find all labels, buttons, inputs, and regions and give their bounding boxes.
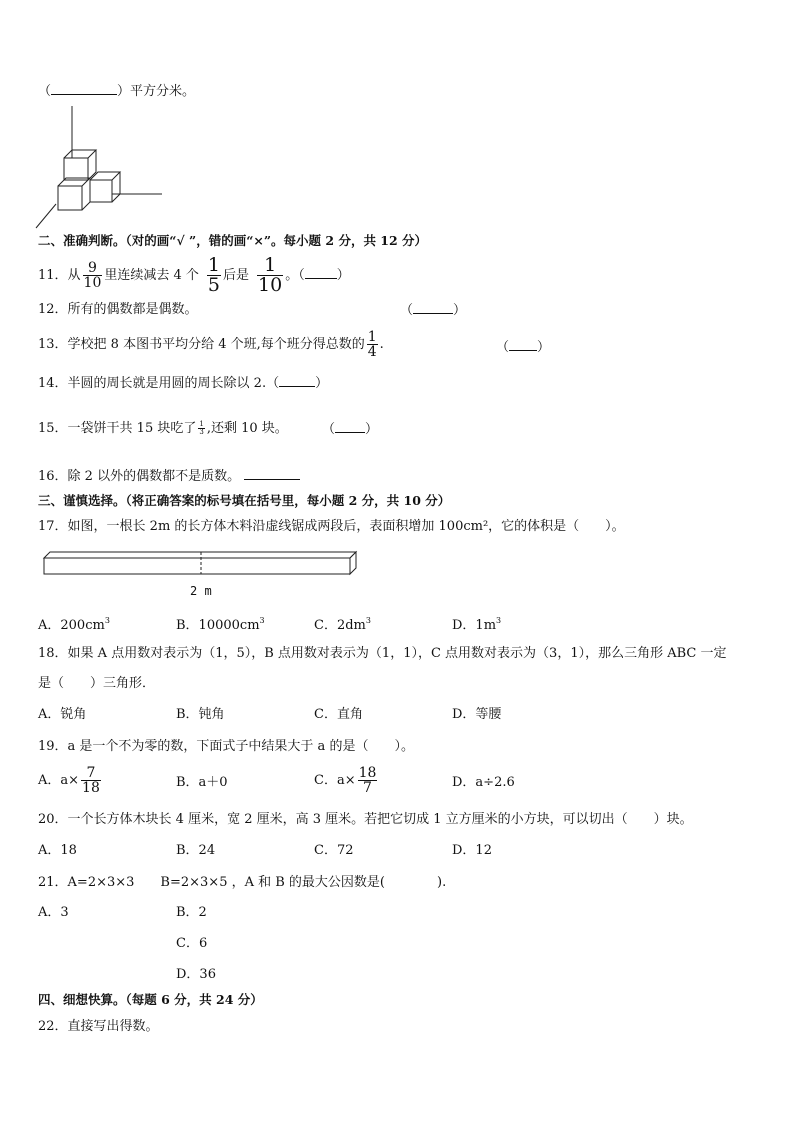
q20-option-c[interactable]: C．72	[314, 843, 354, 858]
q20-option-a[interactable]: A．18	[38, 843, 77, 858]
q11-text-b: 里连续减去 4 个	[104, 268, 199, 283]
q12-text: 12．所有的偶数都是偶数。	[38, 302, 198, 317]
q15-answer	[322, 420, 378, 439]
q13-answer	[496, 338, 550, 357]
q19-option-b[interactable]: B．a＋0	[176, 775, 228, 790]
answer-blank[interactable]	[244, 467, 300, 480]
question-22: 22．直接写出得数。	[38, 1019, 159, 1034]
denominator: 4	[367, 344, 377, 360]
q15-text-a: 15．一袋饼干共 15 块吃了	[38, 421, 197, 436]
denominator: 10	[83, 275, 102, 291]
close-paren: ）	[453, 303, 467, 318]
q18-option-c[interactable]: C．直角	[314, 707, 363, 722]
q17-option-c[interactable]	[314, 612, 371, 635]
question-13	[38, 330, 384, 360]
q17-option-a[interactable]	[38, 612, 110, 635]
denominator: 3	[199, 428, 204, 436]
close-paren: ）	[537, 340, 551, 355]
q18-option-a[interactable]: A．锐角	[38, 707, 87, 722]
section-4-title: 四、细想快算。（每题 6 分，共 24 分）	[38, 992, 263, 1007]
figure-length-label: 2 m	[190, 584, 212, 598]
fraction-7-18	[81, 766, 101, 795]
question-18-line1: 18．如果 A 点用数对表示为（1，5），B 点用数对表示为（1，1），C 点用数对表示为（3，1），那么三角形 ABC 一定	[38, 646, 727, 661]
numerator: 1	[199, 420, 204, 428]
q10-answer-line	[38, 82, 195, 101]
question-12	[38, 301, 198, 319]
superscript: 3	[496, 616, 502, 625]
question-14	[38, 374, 328, 393]
unit-text: ）平方分米。	[117, 84, 196, 99]
fraction-9-10	[83, 261, 103, 290]
q19-option-d[interactable]: D．a÷2.6	[452, 775, 515, 790]
q16-text: 16．除 2 以外的偶数都不是质数。	[38, 469, 241, 484]
superscript: 3	[104, 616, 110, 625]
cube-figure	[34, 104, 174, 234]
denominator: 10	[258, 274, 283, 296]
q21-option-b[interactable]: B．2	[176, 905, 207, 920]
option-text: C．2dm	[314, 618, 366, 633]
option-text: C．a×	[314, 773, 356, 788]
fraction-1-4	[367, 330, 378, 359]
q14-text: 14．半圆的周长就是用圆的周长除以 2.（	[38, 376, 280, 391]
open-paren: （	[322, 422, 336, 437]
option-text: B．10000cm	[176, 618, 260, 633]
q19-option-c[interactable]	[314, 762, 379, 800]
numerator: 9	[88, 260, 97, 276]
fraction-1-10	[257, 256, 283, 295]
q13-text: 13．学校把 8 本图书平均分给 4 个班,每个班分得总数的	[38, 337, 365, 352]
question-16	[38, 467, 300, 486]
question-11	[38, 256, 350, 295]
question-15	[38, 418, 288, 440]
open-paren: （	[400, 303, 414, 318]
fraction-1-3	[198, 421, 204, 436]
q12-answer	[400, 301, 466, 320]
numerator: 7	[86, 765, 96, 781]
numerator: 1	[207, 254, 221, 276]
q11-text-a: 11．从	[38, 268, 81, 283]
q18-option-d[interactable]: D．等腰	[452, 707, 502, 722]
answer-blank[interactable]	[51, 82, 117, 95]
numerator: 1	[264, 254, 277, 276]
question-21: 21．A=2×3×3 B=2×3×5 ，A 和 B 的最大公因数是( ).	[38, 875, 447, 890]
close-paren: ）	[315, 376, 329, 391]
denominator: 5	[207, 274, 221, 296]
q21-option-c[interactable]: C．6	[176, 936, 208, 951]
q21-option-d[interactable]: D．36	[176, 967, 216, 982]
answer-blank[interactable]	[279, 374, 315, 387]
q20-option-b[interactable]: B．24	[176, 843, 216, 858]
fraction-18-7	[358, 766, 378, 795]
numerator: 18	[358, 765, 377, 781]
q19-option-a[interactable]	[38, 762, 103, 800]
q21-option-a[interactable]: A．3	[38, 905, 69, 920]
close-paren: ）	[365, 422, 379, 437]
answer-blank[interactable]	[305, 266, 337, 279]
wood-beam-figure	[40, 548, 360, 578]
fraction-1-5	[207, 256, 221, 295]
q18-option-b[interactable]: B．钝角	[176, 707, 225, 722]
q11-text-d: 。（	[285, 268, 305, 283]
answer-blank[interactable]	[413, 301, 453, 314]
answer-blank[interactable]	[335, 420, 365, 433]
denominator: 18	[82, 780, 100, 796]
question-20: 20．一个长方体木块长 4 厘米，宽 2 厘米，高 3 厘米。若把它切成 1 立方厘米的小方块，可以切出（ ）块。	[38, 812, 693, 827]
q17-option-b[interactable]	[176, 612, 265, 635]
section-3-title: 三、谨慎选择。（将正确答案的标号填在括号里，每小题 2 分，共 10 分）	[38, 493, 451, 508]
section-2-title: 二、准确判断。（对的画“√ ”，错的画“×”。每小题 2 分，共 12 分）	[38, 233, 428, 248]
superscript: 3	[365, 616, 371, 625]
option-text: A．a×	[38, 773, 80, 788]
q11-text-c: 后是	[223, 268, 250, 283]
open-paren: （	[496, 340, 510, 355]
option-text: A．200cm	[38, 618, 105, 633]
question-19: 19．a 是一个不为零的数，下面式子中结果大于 a 的是（ ）。	[38, 739, 414, 754]
numerator: 1	[367, 329, 377, 345]
q20-option-d[interactable]: D．12	[452, 843, 492, 858]
period: .	[379, 337, 384, 352]
q17-option-d[interactable]	[452, 612, 501, 635]
question-17: 17．如图，一根长 2m 的长方体木料沿虚线锯成两段后，表面积增加 100cm²，它的体积是（ ）。	[38, 519, 625, 534]
open-paren: （	[38, 84, 52, 99]
question-18-line2: 是（ ）三角形．	[38, 676, 156, 691]
q11-text-e: ）	[336, 268, 350, 283]
denominator: 7	[358, 780, 378, 795]
q15-text-b: ,还剩 10 块。	[206, 421, 288, 436]
answer-blank[interactable]	[509, 338, 537, 351]
option-text: D．1m	[452, 618, 497, 633]
superscript: 3	[259, 616, 265, 625]
